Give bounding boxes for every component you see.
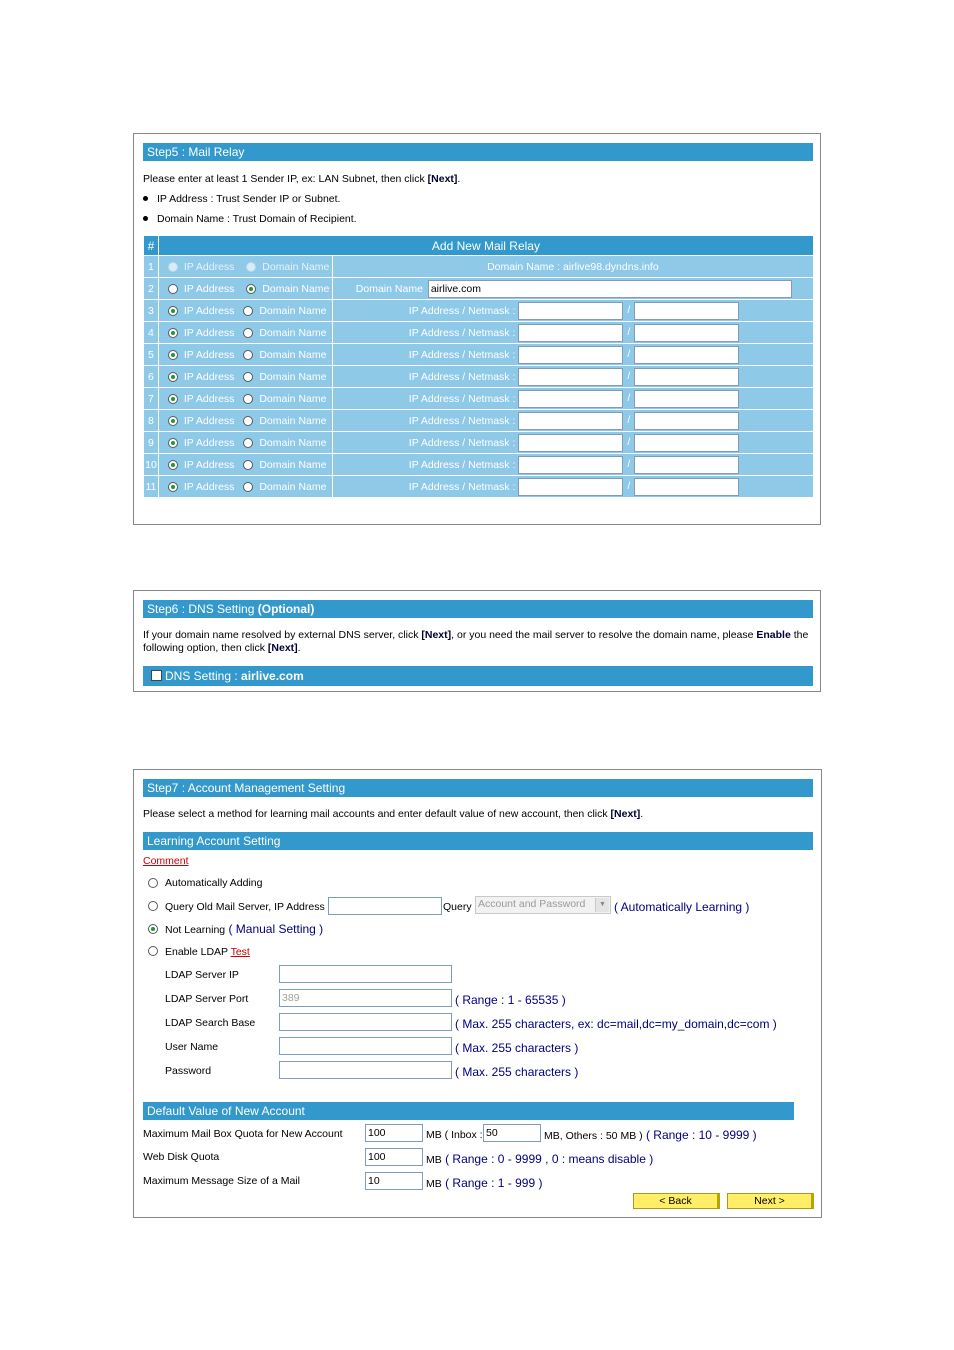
table-header-row bbox=[144, 236, 814, 256]
password-note: ( Max. 255 characters ) bbox=[455, 1065, 579, 1079]
ip-address-radio[interactable] bbox=[168, 372, 178, 382]
ldap-test-link[interactable]: Test bbox=[230, 946, 250, 958]
next-button[interactable]: Next > bbox=[727, 1193, 814, 1209]
back-button[interactable]: < Back bbox=[633, 1193, 720, 1209]
ip-address-radio[interactable] bbox=[168, 416, 178, 426]
domain-name-radio[interactable] bbox=[246, 284, 256, 294]
netmask-input[interactable] bbox=[634, 302, 739, 320]
netmask-input[interactable] bbox=[634, 346, 739, 364]
ldap-server-port-input[interactable] bbox=[279, 989, 452, 1007]
table-row: 9 IP Address Domain Name IP Address / Netmask : / bbox=[144, 432, 814, 454]
step6-text-line2: following option, then click [Next]. bbox=[143, 642, 301, 654]
ip-address-radio[interactable] bbox=[168, 306, 178, 316]
dns-setting-panel bbox=[133, 590, 821, 692]
query-old-server-label: Query Old Mail Server, IP Address bbox=[165, 901, 325, 913]
step7-header: Step7 : Account Management Setting bbox=[143, 779, 813, 797]
ldap-server-port-label: LDAP Server Port bbox=[165, 993, 249, 1005]
step7-intro: Please select a method for learning mail accounts and enter default value of new account, then click [Next]. bbox=[143, 808, 644, 820]
table-row: 4 IP Address Domain Name IP Address / Netmask : / bbox=[144, 322, 814, 344]
ip-address-input[interactable] bbox=[518, 324, 623, 342]
ip-address-radio[interactable] bbox=[168, 328, 178, 338]
step5-bullet-ip: IP Address : Trust Sender IP or Subnet. bbox=[143, 193, 340, 205]
mail-relay-table bbox=[143, 235, 814, 498]
web-disk-quota-label: Web Disk Quota bbox=[143, 1151, 220, 1163]
automatically-adding-label: Automatically Adding bbox=[165, 877, 263, 889]
ip-address-input[interactable] bbox=[518, 456, 623, 474]
table-row: 2 IP Address Domain Name Domain Name airlive.com bbox=[144, 278, 814, 300]
domain-name-radio[interactable] bbox=[243, 460, 253, 470]
mailbox-quota-mb: MB ( Inbox : bbox=[426, 1129, 483, 1141]
ip-address-input[interactable] bbox=[518, 390, 623, 408]
ldap-server-ip-label: LDAP Server IP bbox=[165, 969, 239, 981]
domain-name-radio[interactable] bbox=[243, 306, 253, 316]
domain-name-radio[interactable] bbox=[243, 372, 253, 382]
enable-ldap-label: Enable LDAP Test bbox=[165, 946, 250, 958]
default-value-header: Default Value of New Account bbox=[143, 1102, 794, 1120]
query-label: Query bbox=[443, 901, 472, 913]
max-message-size-label: Maximum Message Size of a Mail bbox=[143, 1175, 300, 1187]
ip-rows bbox=[144, 300, 814, 498]
table-row: 7 IP Address Domain Name IP Address / Netmask : / bbox=[144, 388, 814, 410]
mailbox-quota-input[interactable] bbox=[365, 1124, 423, 1142]
table-row: 1 IP Address Domain Name Domain Name : airlive98.dyndns.info bbox=[144, 256, 814, 278]
netmask-input[interactable] bbox=[634, 368, 739, 386]
table-row: 6 IP Address Domain Name IP Address / Netmask : / bbox=[144, 366, 814, 388]
inbox-quota-input[interactable] bbox=[483, 1124, 541, 1142]
automatically-adding-radio[interactable] bbox=[148, 878, 158, 888]
domain-name-radio[interactable] bbox=[243, 328, 253, 338]
col-add-new-mail-relay: Add New Mail Relay bbox=[158, 236, 813, 256]
ldap-base-note: ( Max. 255 characters, ex: dc=mail,dc=my_domain,dc=com ) bbox=[455, 1017, 777, 1031]
netmask-input[interactable] bbox=[634, 324, 739, 342]
step5-bullet-domain: Domain Name : Trust Domain of Recipient. bbox=[143, 213, 357, 225]
ip-address-input[interactable] bbox=[518, 412, 623, 430]
chevron-down-icon: ▼ bbox=[595, 898, 609, 912]
bullet-icon bbox=[143, 216, 148, 221]
max-message-size-input[interactable] bbox=[365, 1172, 423, 1190]
table-row: 10 IP Address Domain Name IP Address / Netmask : / bbox=[144, 454, 814, 476]
mail-relay-panel bbox=[133, 133, 821, 525]
user-name-label: User Name bbox=[165, 1041, 219, 1053]
password-label: Password bbox=[165, 1065, 212, 1077]
domain-name-radio[interactable] bbox=[243, 438, 253, 448]
domain-name-radio[interactable] bbox=[243, 394, 253, 404]
max-message-size-note: MB ( Range : 1 - 999 ) bbox=[426, 1176, 543, 1190]
ip-address-input[interactable] bbox=[518, 478, 623, 496]
ip-address-input[interactable] bbox=[518, 346, 623, 364]
mailbox-quota-others: MB, Others : 50 MB ) ( Range : 10 - 9999 ) bbox=[544, 1128, 757, 1142]
col-hash: # bbox=[144, 236, 159, 256]
ip-address-input[interactable] bbox=[518, 368, 623, 386]
ip-address-radio[interactable] bbox=[168, 262, 178, 272]
table-row: 3 IP Address Domain Name IP Address / Netmask : / bbox=[144, 300, 814, 322]
netmask-input[interactable] bbox=[634, 478, 739, 496]
learning-account-header: Learning Account Setting bbox=[143, 832, 813, 850]
query-note: ( Automatically Learning ) bbox=[614, 900, 750, 914]
table-row: 11 IP Address Domain Name IP Address / Netmask : / bbox=[144, 476, 814, 498]
mailbox-quota-label: Maximum Mail Box Quota for New Account bbox=[143, 1128, 343, 1140]
user-name-input[interactable] bbox=[279, 1037, 452, 1055]
ldap-search-base-input[interactable] bbox=[279, 1013, 452, 1031]
domain-name-radio[interactable] bbox=[243, 416, 253, 426]
ip-address-radio[interactable] bbox=[168, 482, 178, 492]
ip-address-radio[interactable] bbox=[168, 284, 178, 294]
web-disk-quota-note: MB ( Range : 0 - 9999 , 0 : means disable ) bbox=[426, 1152, 654, 1166]
query-method-select[interactable]: Account and Password ▼ bbox=[475, 896, 611, 914]
netmask-input[interactable] bbox=[634, 456, 739, 474]
password-input[interactable] bbox=[279, 1061, 452, 1079]
ip-address-radio[interactable] bbox=[168, 438, 178, 448]
table-row: 5 IP Address Domain Name IP Address / Netmask : / bbox=[144, 344, 814, 366]
domain-name-radio[interactable] bbox=[243, 482, 253, 492]
ip-address-radio[interactable] bbox=[168, 394, 178, 404]
dns-setting-row: DNS Setting : airlive.com bbox=[143, 666, 813, 686]
row1-domain-value: Domain Name : airlive98.dyndns.info bbox=[332, 256, 813, 278]
account-management-panel bbox=[133, 769, 822, 1218]
domain-name-radio[interactable] bbox=[246, 262, 256, 272]
user-name-note: ( Max. 255 characters ) bbox=[455, 1041, 579, 1055]
not-learning-radio[interactable] bbox=[148, 924, 158, 934]
query-ip-input[interactable] bbox=[328, 897, 442, 915]
netmask-input[interactable] bbox=[634, 412, 739, 430]
netmask-input[interactable] bbox=[634, 434, 739, 452]
netmask-input[interactable] bbox=[634, 390, 739, 408]
comment-link[interactable]: Comment bbox=[143, 855, 189, 867]
ldap-server-ip-input[interactable] bbox=[279, 965, 452, 983]
domain-name-radio[interactable] bbox=[243, 350, 253, 360]
domain-name-input[interactable] bbox=[428, 280, 792, 298]
ip-address-input[interactable] bbox=[518, 302, 623, 320]
ip-address-input[interactable] bbox=[518, 434, 623, 452]
not-learning-label: Not Learning ( Manual Setting ) bbox=[165, 922, 324, 936]
ldap-port-note: ( Range : 1 - 65535 ) bbox=[455, 993, 566, 1007]
dns-setting-checkbox[interactable] bbox=[151, 670, 162, 681]
step6-text-line1: If your domain name resolved by external DNS server, click [Next], or you need the mail server to resolve the domain name, please Enable the bbox=[143, 629, 809, 641]
step5-header: Step5 : Mail Relay bbox=[143, 143, 813, 161]
table-row: 8 IP Address Domain Name IP Address / Netmask : / bbox=[144, 410, 814, 432]
step6-header: Step6 : DNS Setting (Optional) bbox=[143, 600, 813, 618]
web-disk-quota-input[interactable] bbox=[365, 1148, 423, 1166]
step5-intro: Please enter at least 1 Sender IP, ex: LAN Subnet, then click [Next]. bbox=[143, 173, 461, 185]
enable-ldap-radio[interactable] bbox=[148, 946, 158, 956]
ip-address-radio[interactable] bbox=[168, 350, 178, 360]
query-old-server-radio[interactable] bbox=[148, 901, 158, 911]
bullet-icon bbox=[143, 196, 148, 201]
ip-address-radio[interactable] bbox=[168, 460, 178, 470]
ldap-search-base-label: LDAP Search Base bbox=[165, 1017, 256, 1029]
